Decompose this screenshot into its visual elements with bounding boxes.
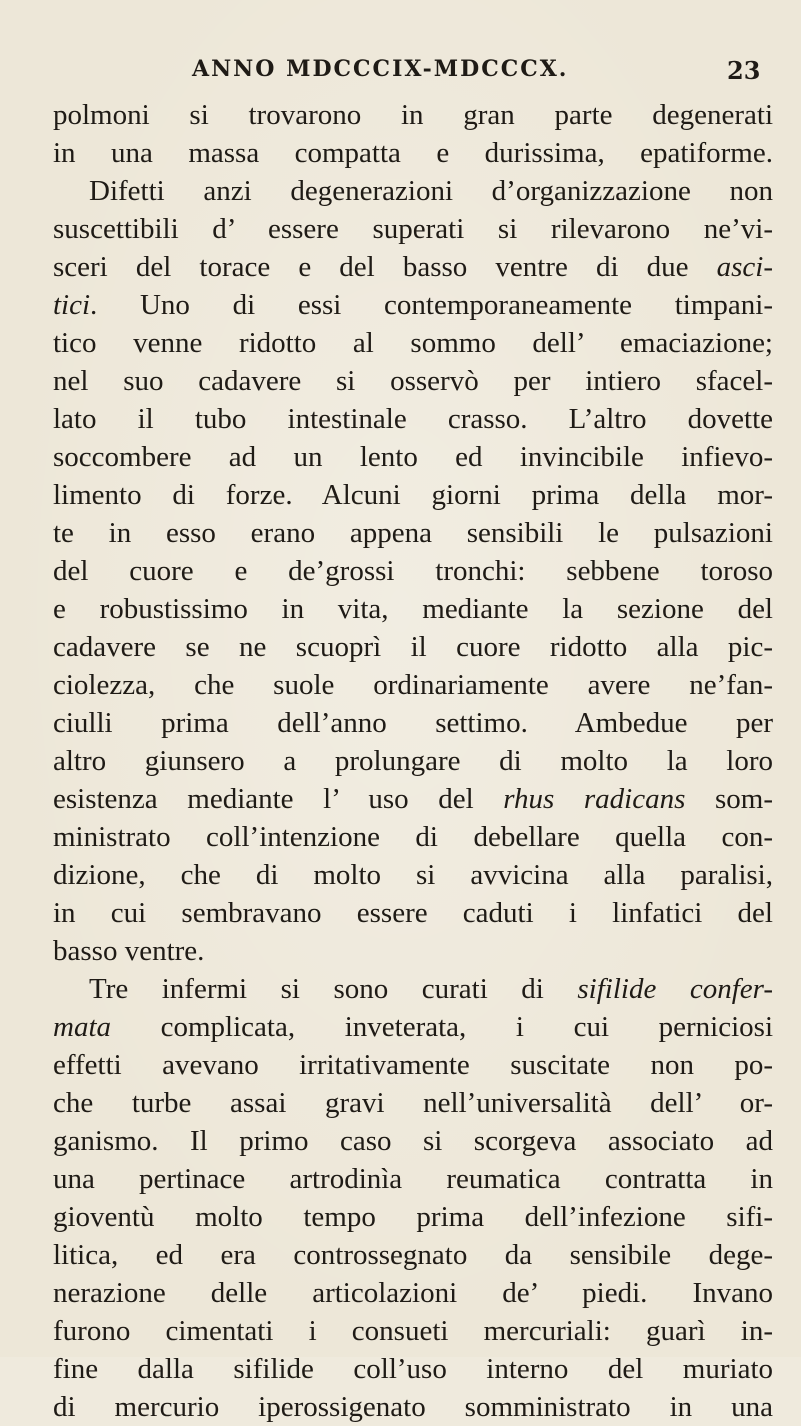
text-line <box>53 742 773 780</box>
text-span: limento di forze. Alcuni giorni prima della mor- <box>53 479 773 511</box>
text-span: suscettibili d’ essere superati si rilevarono ne’vi- <box>53 213 773 245</box>
text-line <box>53 362 773 400</box>
text-span: ciulli prima dell’anno settimo. Ambedue per <box>53 707 773 739</box>
text-span: una pertinace artrodinìa reumatica contratta in <box>53 1163 773 1195</box>
text-span: Difetti anzi degenerazioni d’organizzazione non <box>89 175 773 207</box>
text-line <box>53 172 773 210</box>
text-span: complicata, inveterata, i cui perniciosi <box>111 1011 773 1043</box>
text-span: polmoni si trovarono in gran parte degenerati <box>53 99 773 131</box>
text-span: esistenza mediante l’ uso del <box>53 783 504 815</box>
text-line <box>53 1084 773 1122</box>
text-span: cadavere se ne scuoprì il cuore ridotto alla pic- <box>53 631 773 663</box>
page-header <box>0 56 801 86</box>
text-line <box>53 1160 773 1198</box>
text-line <box>53 134 773 172</box>
text-span: ganismo. Il primo caso si scorgeva associato ad <box>53 1125 773 1157</box>
text-span: fine dalla sifilide coll’uso interno del muriato <box>53 1353 773 1385</box>
text-span: effetti avevano irritativamente suscitate non po- <box>53 1049 773 1081</box>
text-span: in una massa compatta e durissima, epatiforme. <box>53 137 773 169</box>
text-span: . Uno di essi contemporaneamente timpani- <box>90 289 773 321</box>
text-line <box>53 628 773 666</box>
text-span: tico venne ridotto al sommo dell’ emaciazione; <box>53 327 773 359</box>
italic-text: tici <box>53 289 91 321</box>
text-span: furono cimentati i consueti mercuriali: guarì in- <box>53 1315 773 1347</box>
text-line <box>53 970 773 1008</box>
text-span: Tre infermi si sono curati di <box>89 973 578 1005</box>
text-line <box>53 438 773 476</box>
text-line <box>53 1350 773 1388</box>
italic-text: asci- <box>716 251 773 283</box>
text-span: basso ventre. <box>53 935 205 967</box>
text-span: soccombere ad un lento ed invincibile infievo- <box>53 441 773 473</box>
italic-text: sifilide confer- <box>577 973 773 1005</box>
text-line <box>53 248 773 286</box>
text-line <box>53 780 773 818</box>
text-span: ministrato coll’intenzione di debellare quella con- <box>53 821 773 853</box>
text-line <box>53 476 773 514</box>
text-line <box>53 400 773 438</box>
text-line <box>53 1274 773 1312</box>
text-line <box>53 894 773 932</box>
text-line <box>53 1312 773 1350</box>
text-span: som- <box>685 783 774 815</box>
text-line <box>53 514 773 552</box>
text-span: altro giunsero a prolungare di molto la loro <box>53 745 773 777</box>
text-line <box>53 552 773 590</box>
text-span: sceri del torace e del basso ventre di due <box>53 251 717 283</box>
text-line <box>53 704 773 742</box>
text-span: in cui sembravano essere caduti i linfatici del <box>53 897 773 929</box>
text-line <box>53 1388 773 1426</box>
text-span: te in esso erano appena sensibili le pulsazioni <box>53 517 773 549</box>
text-line <box>53 324 773 362</box>
text-line <box>53 856 773 894</box>
text-line <box>53 932 773 970</box>
text-span: dizione, che di molto si avvicina alla paralisi, <box>53 859 773 891</box>
text-line <box>53 1008 773 1046</box>
body-text <box>53 96 773 1426</box>
text-span: e robustissimo in vita, mediante la sezione del <box>53 593 773 625</box>
text-line <box>53 1198 773 1236</box>
running-head: ANNO MDCCCIX-MDCCCX. <box>192 56 569 82</box>
italic-text: mata <box>53 1011 111 1043</box>
text-span: che turbe assai gravi nell’universalità dell’ or- <box>53 1087 773 1119</box>
text-span: nel suo cadavere si osservò per intiero sfacel- <box>53 365 773 397</box>
text-line <box>53 210 773 248</box>
text-line <box>53 1122 773 1160</box>
text-span: di mercurio iperossigenato somministrato in una <box>53 1391 773 1423</box>
text-span: del cuore e de’grossi tronchi: sebbene toroso <box>53 555 773 587</box>
italic-text: rhus radicans <box>503 783 686 815</box>
text-span: lato il tubo intestinale crasso. L’altro dovette <box>53 403 773 435</box>
text-span: gioventù molto tempo prima dell’infezione sifi- <box>53 1201 773 1233</box>
text-line <box>53 1046 773 1084</box>
text-line <box>53 590 773 628</box>
text-line <box>53 1236 773 1274</box>
page-number: 23 <box>727 56 761 85</box>
text-line <box>53 96 773 134</box>
text-line <box>53 286 773 324</box>
text-span: litica, ed era controssegnato da sensibile dege- <box>53 1239 773 1271</box>
text-line <box>53 666 773 704</box>
text-line <box>53 818 773 856</box>
text-span: ciolezza, che suole ordinariamente avere ne’fan- <box>53 669 773 701</box>
text-span: nerazione delle articolazioni de’ piedi. Invano <box>53 1277 773 1309</box>
